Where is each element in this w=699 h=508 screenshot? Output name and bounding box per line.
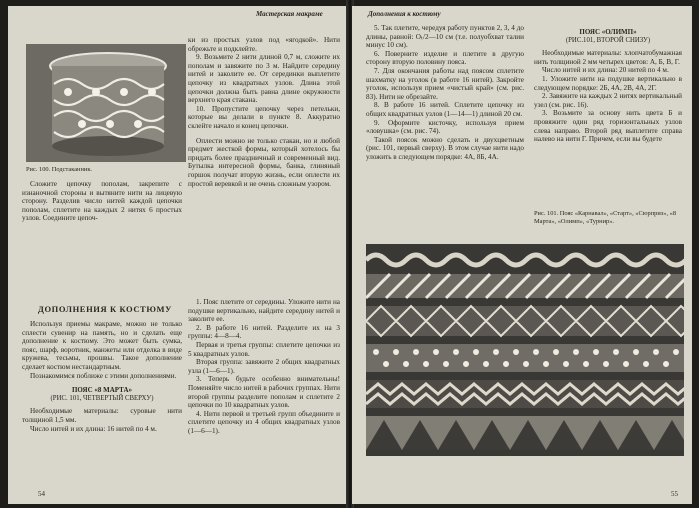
paragraph: Сложите цепочку пополам, закрепите с изнаночной стороны и вытяните нити на лицевую сторону. Разделив число нитей каждой цепочки пополам, сплетите на каждых 2 нитях 6 простых узлов. Соедините цепоч- (22, 180, 182, 223)
figure-100-photo (26, 44, 186, 162)
figure-100-caption: Рис. 100. Подстаканник. (26, 166, 93, 173)
left-column-1-bottom (22, 320, 182, 433)
right-column-2 (534, 28, 682, 144)
paragraph: Число нитей и их длина: 20 нитей по 4 м. (542, 66, 669, 75)
paragraph: 1. Пояс плетите от середины. Уложите нити на подушке вертикально, найдите середину нитей и заколите ее. (188, 298, 340, 324)
left-page (8, 6, 348, 504)
left-column-2-bottom (188, 298, 340, 436)
paragraph: 9. Возьмите 2 нити длиной 0,7 м, сложите их пополам и завяжите по 3 м. Найдите середину нитей и заколите ее. От серединки выплетите цепочку из квадратных узлов. Длина этой цепочки должна быть равна длине окружности верхнего края стакана. (188, 53, 340, 105)
running-header: Дополнения к костюму (368, 10, 441, 18)
paragraph: 9. Оформите кисточку, используя прием «ловушка» (см. рис. 74). (366, 118, 524, 136)
paragraph: Необходимые материалы: хлопчатобумажная нить толщиной 2 мм четырех цветов: А, Б, В, Г. (534, 49, 682, 66)
paragraph: Познакомимся поближе с этими дополнениями. (30, 371, 177, 380)
page-number: 55 (671, 490, 678, 498)
paragraph: Используя приемы макраме, можно не только сплести сувенир на память, но и сделать еще дополнение к костюму. Это может быть сумка, пояс, шарф, воротник, манжеты или отделка в виде кружева, тесьмы, прошвы. Такое дополнение сделает костюм нестандартным. (22, 320, 182, 371)
paragraph: Вторая группа: завяжите 2 общих квадратных узла (1—6—1). (188, 358, 340, 375)
section-title: ДОПОЛНЕНИЯ К КОСТЮМУ (38, 304, 172, 314)
paragraph: 10. Пропустите цепочку через петельки, которые вы делали в пункте 8. Аккуратно склейте начало и конец цепочки. (188, 104, 340, 130)
paragraph: 4. Нити первой и третьей групп объедините и сплетите цепочку из 4 общих квадратных узлов (1—6—1). (188, 409, 340, 435)
paragraph: 1. Уложите нити на подушке вертикально в следующем порядке: 2Б, 4А, 2В, 4А, 2Г. (534, 74, 682, 92)
paragraph: 7. Для окончания работы над поясом сплетите шахматку на уголок (в работе 16 нитей). Закройте уголок, используя прием «чистый край» (см. рис. 83). Нити не обрезайте. (366, 66, 524, 101)
running-header: Мастерская макраме (256, 10, 323, 18)
paragraph: 6. Поверните изделие и плетите в другую сторону вторую половину пояса. (366, 49, 524, 67)
paragraph: ки из простых узлов под «ягодкой». Нити обрежьте и подклейте. (188, 36, 340, 53)
paragraph: Первая и третья группы: сплетите цепочки из 5 квадратных узлов. (188, 340, 340, 358)
belts-illustration (366, 244, 684, 456)
page-number: 54 (38, 490, 45, 498)
left-column-2-top (188, 36, 340, 188)
paragraph: Необходимые материалы: суровые нити толщиной 1,5 мм. (22, 407, 182, 424)
figure-101-caption: Рис. 101. Пояс «Карнавал», «Старт», «Сюрприз», «8 Марта», «Олимп», «Турнир». (534, 210, 677, 225)
paragraph: Число нитей и их длина: 16 нитей по 4 м. (30, 424, 157, 433)
glass-holder-illustration (26, 44, 186, 162)
figure-101-photo (366, 244, 684, 456)
paragraph: 3. Возьмите за основу нить цвета Б и провяжите один ряд горизонтальных узлов слева направо. Второй ряд выплетите справа налево на нити Г. Причем, если вы будете (534, 109, 682, 144)
belt-title: ПОЯС «ОЛИМП» (579, 28, 637, 36)
belt-subtitle: (РИС.101, ВТОРОЙ СНИЗУ) (565, 36, 651, 44)
right-column-1 (366, 24, 524, 162)
paragraph: Оплести можно не только стакан, но и любой предмет жесткой формы, который хотелось бы придать более праздничный и современный вид. Бутылка интересной формы, банка, глиняный горшок получат вторую жизнь, если оплести их простой веревкой и не очень сложным узором. (188, 136, 340, 188)
belt-title: ПОЯС «8 МАРТА» (71, 386, 133, 395)
belt-subtitle: (РИС. 101, ЧЕТВЕРТЫЙ СВЕРХУ) (50, 394, 154, 402)
paragraph: 8. В работе 16 нитей. Сплетите цепочку из общих квадратных узлов (1—14—1) длиной 20 см. (366, 101, 524, 118)
paragraph: 2. В работе 16 нитей. Разделите их на 3 группы: 4—8—4. (188, 323, 340, 341)
paragraph: 3. Теперь будьте особенно внимательны! Поменяйте число нитей в рабочих группах. Нити второй группы разделите пополам и сплетите 2 цепочки по 10 квадратных узлов. (188, 375, 340, 410)
right-page (352, 6, 692, 504)
paragraph: Такой поясок можно сделать и двухцветным (рис. 101, первый сверху). В этом случае нити надо уложить в следующем порядке: 4А, 8Б, 4А. (366, 135, 524, 161)
paragraph: 5. Так плетите, чередуя работу пунктов 2, 3, 4 до длины, равной: Оₜ/2—10 см (т.е. полуобхват талии минус 10 см). (366, 24, 524, 50)
paragraph: 2. Завяжите на каждых 2 нитях вертикальный узел (см. рис. 16). (534, 92, 682, 109)
left-column-1-top (22, 180, 182, 223)
